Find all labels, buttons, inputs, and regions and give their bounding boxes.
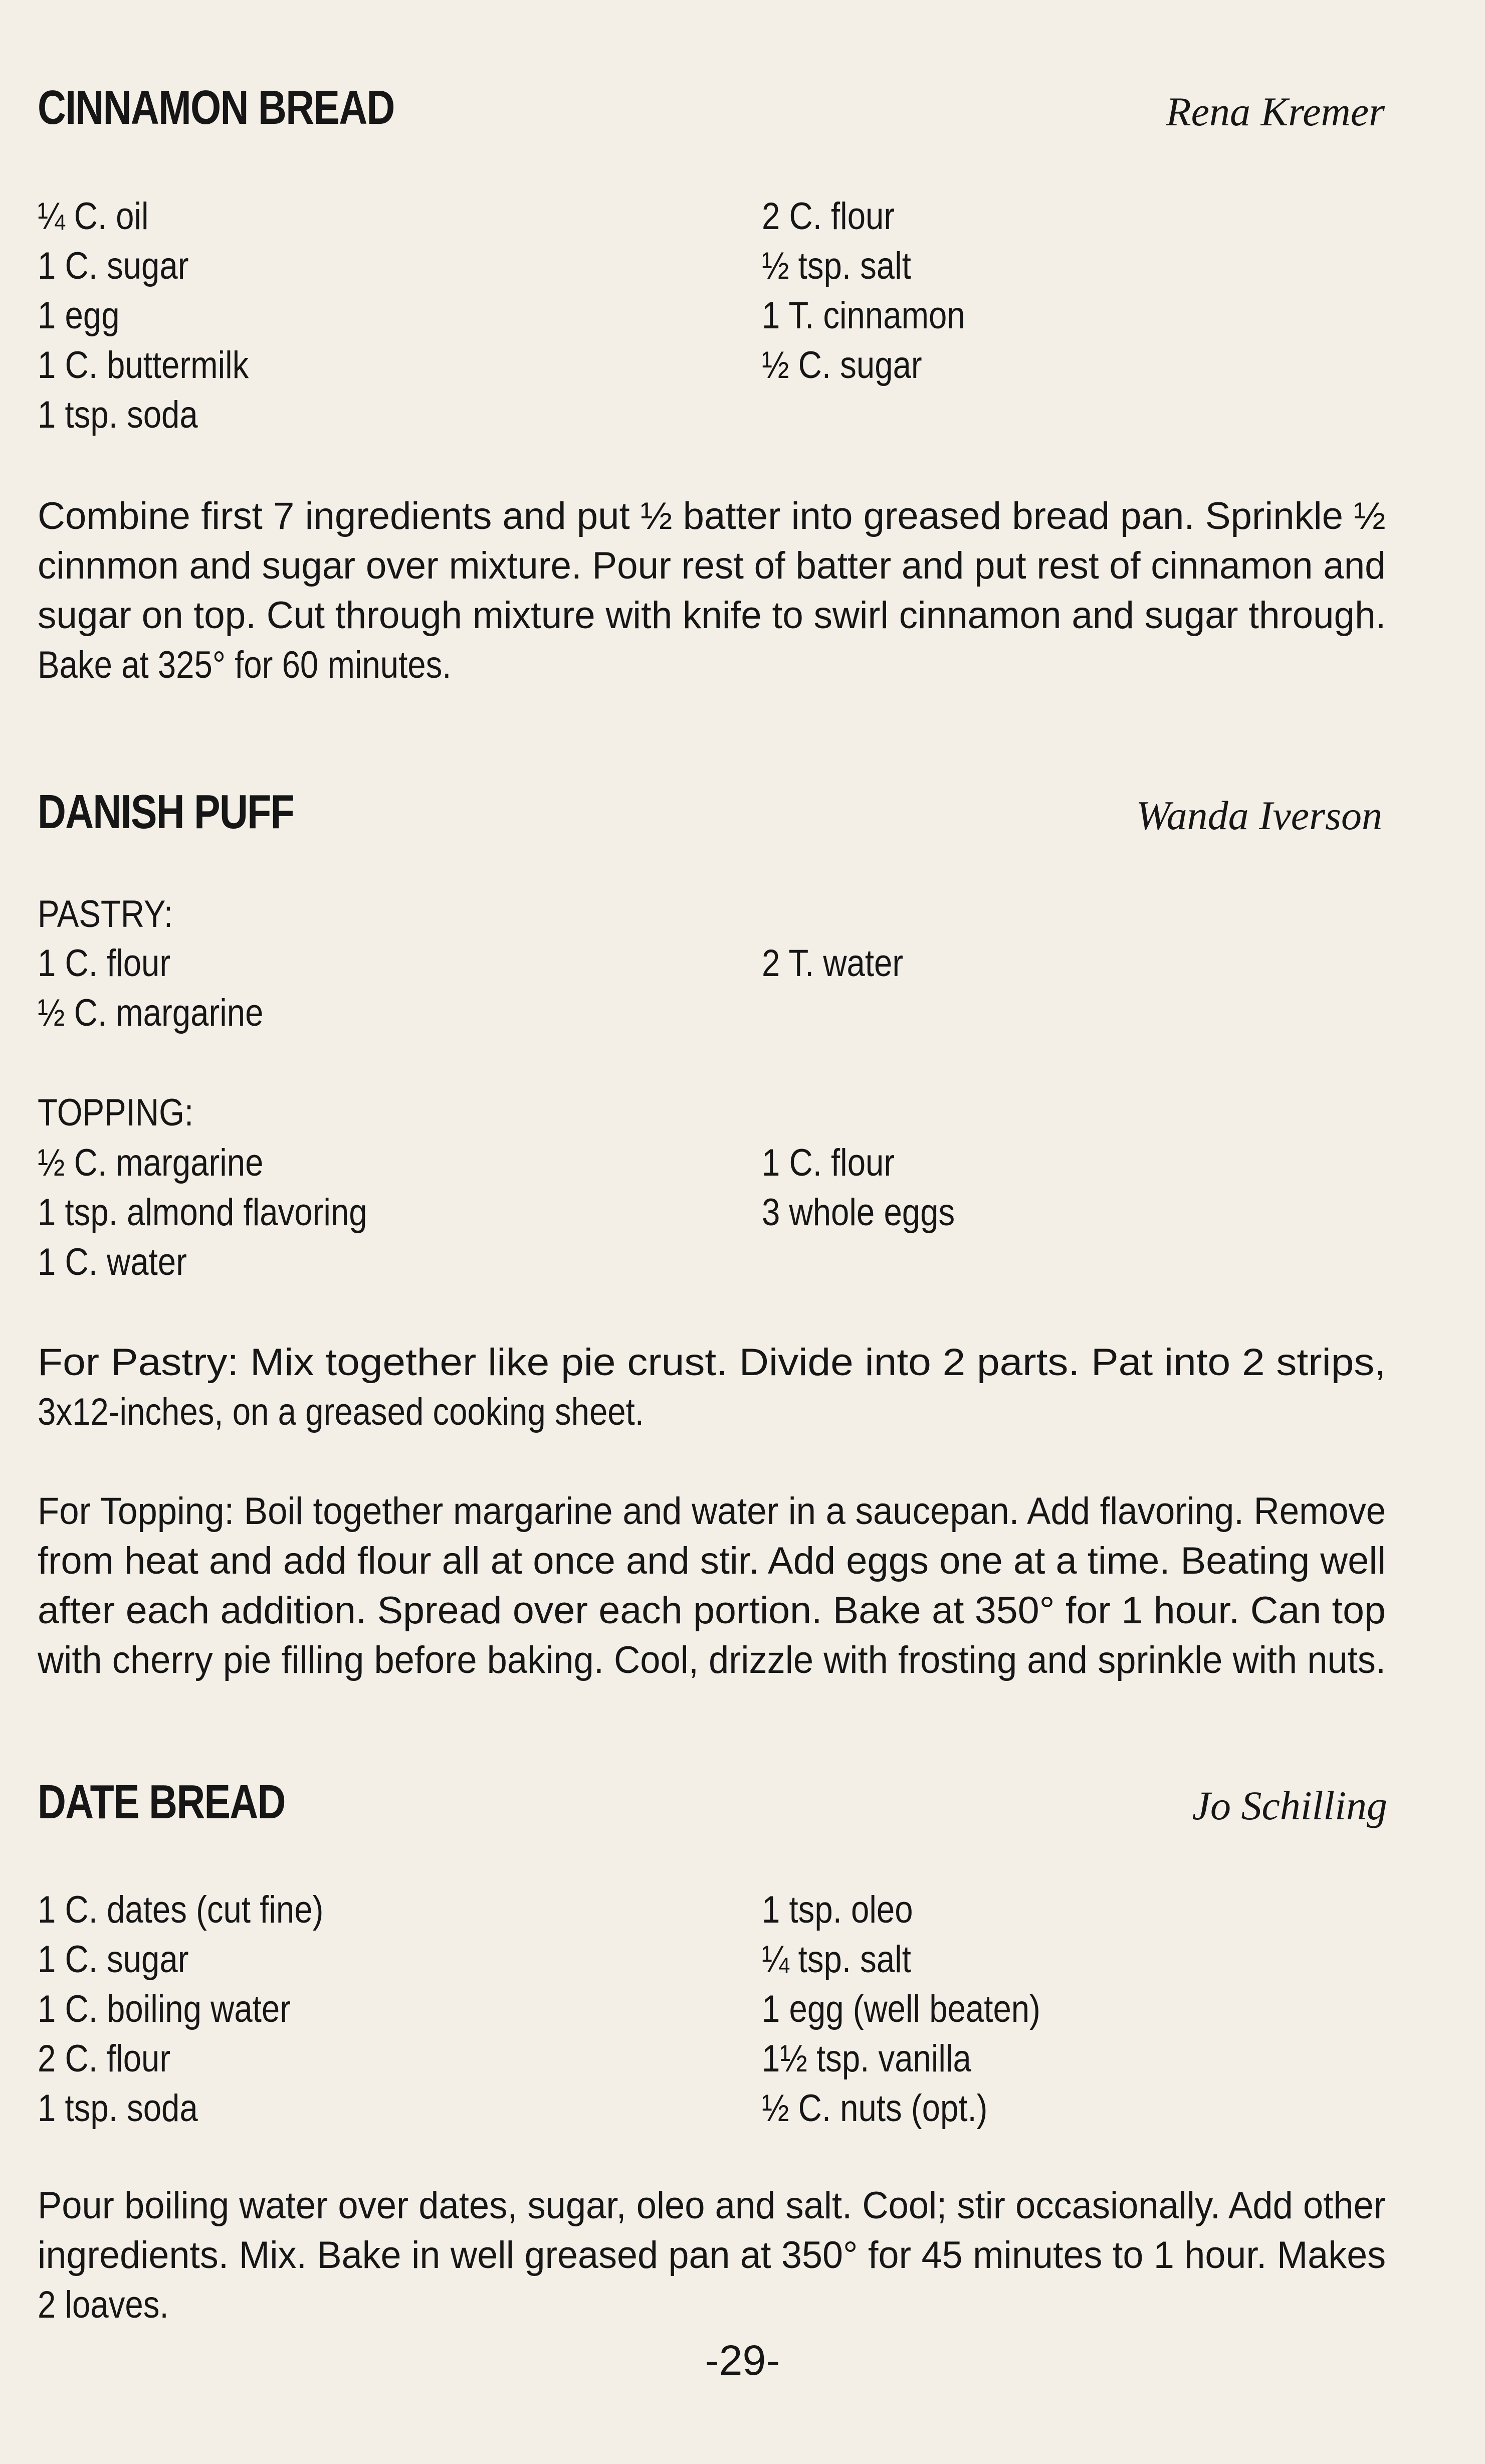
ingredient-item: 1 egg (well beaten) — [762, 1988, 1040, 2030]
ingredient-item: 1 tsp. almond flavoring — [38, 1191, 367, 1234]
ingredient-item: ½ C. nuts (opt.) — [762, 2087, 988, 2130]
ingredient-item: 2 T. water — [762, 942, 904, 985]
pastry-left-column — [38, 938, 300, 1038]
ingredient-item: 1 C. sugar — [38, 245, 189, 287]
ingredients-left-column — [38, 1885, 370, 2133]
instruction-line: ingredients. Mix. Bake in well greased pan at 350° for 45 minutes to 1 hour. Makes — [38, 2234, 1386, 2277]
ingredient-item: 1 C. boiling water — [38, 1988, 291, 2030]
ingredient-item: 1 C. dates (cut fine) — [38, 1888, 324, 1931]
recipe-author-danish-puff: Wanda Iverson — [1136, 793, 1382, 838]
pastry-right-column — [762, 938, 926, 988]
instruction-line: For Pastry: Mix together like pie crust. Divide into 2 parts. Pat into 2 strips, — [38, 1341, 1386, 1384]
ingredient-item: ½ tsp. salt — [762, 245, 911, 287]
ingredient-item: 2 C. flour — [38, 2037, 171, 2080]
pastry-label: PASTRY: — [38, 893, 173, 935]
ingredients-left-column — [38, 192, 283, 440]
ingredients-right-column — [762, 1885, 1086, 2133]
ingredient-item: 1 tsp. oleo — [762, 1888, 913, 1931]
recipe-author-cinnamon-bread: Rena Kremer — [1166, 89, 1385, 134]
ingredient-item: 1 C. sugar — [38, 1938, 189, 1981]
ingredients-right-column — [762, 192, 998, 390]
recipe-title-danish-puff: DANISH PUFF — [38, 785, 294, 839]
ingredient-item: ½ C. margarine — [38, 1142, 264, 1184]
ingredient-item: 2 C. flour — [762, 195, 895, 238]
ingredient-item: 1 egg — [38, 294, 120, 337]
instructions-date-bread — [38, 2181, 1386, 2330]
instructions-cinnamon-bread — [38, 491, 1386, 690]
ingredient-item: 1 C. water — [38, 1241, 187, 1283]
ingredient-item: 3 whole eggs — [762, 1191, 955, 1234]
instruction-line: cinnmon and sugar over mixture. Pour rest of batter and put rest of cinnamon and — [38, 544, 1386, 587]
ingredient-item: ½ C. margarine — [38, 992, 264, 1034]
instruction-line: with cherry pie filling before baking. Cool, drizzle with frosting and sprinkle with nuts. — [38, 1639, 1386, 1681]
ingredient-item: ¼ tsp. salt — [762, 1938, 911, 1981]
ingredient-item: 1 C. flour — [762, 1142, 895, 1184]
instruction-line: 3x12-inches, on a greased cooking sheet. — [38, 1391, 644, 1433]
instruction-line: 2 loaves. — [38, 2284, 169, 2326]
ingredient-item: 1 T. cinnamon — [762, 294, 965, 337]
ingredient-item: 1 tsp. soda — [38, 394, 198, 436]
recipe-author-date-bread: Jo Schilling — [1192, 1783, 1387, 1828]
ingredient-item: ½ C. sugar — [762, 344, 922, 387]
ingredient-item: 1½ tsp. vanilla — [762, 2037, 971, 2080]
instruction-line: For Topping: Boil together margarine and water in a saucepan. Add flavoring. Remove — [38, 1490, 1386, 1533]
page-number: -29- — [705, 2337, 780, 2384]
recipe-title-date-bread: DATE BREAD — [38, 1775, 285, 1829]
instruction-line: Bake at 325° for 60 minutes. — [38, 644, 452, 686]
instructions-topping — [38, 1486, 1386, 1685]
instruction-line: sugar on top. Cut through mixture with knife to swirl cinnamon and sugar through. — [38, 594, 1386, 637]
topping-right-column — [762, 1138, 986, 1237]
ingredient-item: 1 C. buttermilk — [38, 344, 249, 387]
topping-label: TOPPING: — [38, 1091, 194, 1134]
instructions-pastry — [38, 1338, 1386, 1437]
instruction-line: Pour boiling water over dates, sugar, oleo and salt. Cool; stir occasionally. Add other — [38, 2184, 1386, 2227]
ingredient-item: 1 tsp. soda — [38, 2087, 198, 2130]
ingredient-item: ¼ C. oil — [38, 195, 149, 238]
topping-left-column — [38, 1138, 421, 1287]
ingredient-item: 1 C. flour — [38, 942, 171, 985]
instruction-line: from heat and add flour all at once and stir. Add eggs one at a time. Beating well — [38, 1540, 1386, 1582]
instruction-line: Combine first 7 ingredients and put ½ batter into greased bread pan. Sprinkle ½ — [38, 495, 1386, 537]
instruction-line: after each addition. Spread over each portion. Bake at 350° for 1 hour. Can top — [38, 1589, 1386, 1632]
recipe-title-cinnamon-bread: CINNAMON BREAD — [38, 81, 394, 134]
